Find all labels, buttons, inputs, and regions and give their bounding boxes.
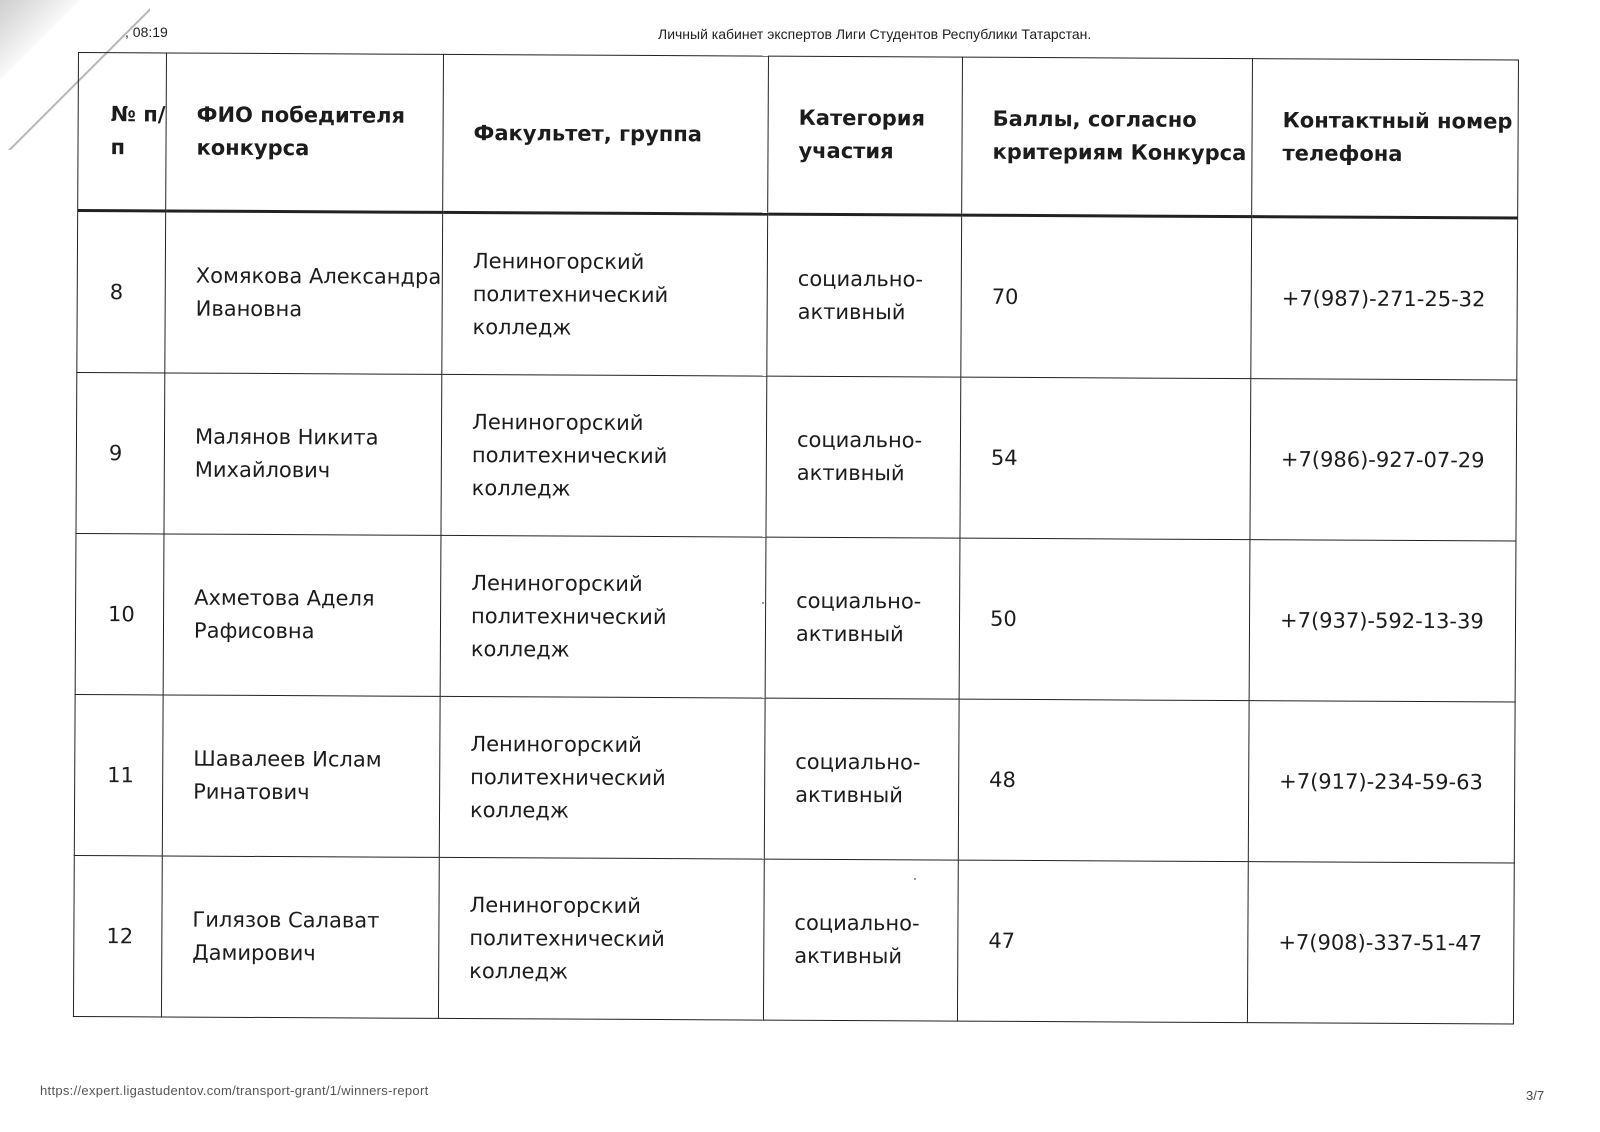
winner-score: 48 (958, 699, 1249, 862)
winner-phone: +7(986)-927-07-29 (1250, 379, 1517, 541)
row-number: 11 (74, 694, 163, 855)
column-header-name: ФИО победителя конкурса (166, 53, 444, 212)
table-row (74, 694, 1515, 863)
column-header-phone: Контактный номер телефона (1252, 59, 1519, 218)
winner-faculty: Лениногорский политехнический колледж (442, 212, 768, 376)
winner-faculty: Лениногорский политехнический колледж (440, 535, 766, 698)
column-header-score: Баллы, согласно критериям Конкурса (962, 57, 1253, 217)
row-number: 9 (76, 372, 165, 533)
winner-category: социально-активный (764, 698, 959, 860)
row-number: 10 (75, 533, 164, 694)
scan-speck (762, 602, 764, 604)
winner-category: социально-активный (765, 537, 960, 699)
winner-name: Малянов Никита Михайлович (164, 373, 442, 535)
table-row (75, 533, 1516, 702)
footer-url: https://expert.ligastudentov.com/transport-grant/1/winners-report (40, 1083, 429, 1098)
winners-table-container (73, 52, 1518, 1025)
winner-name: Шавалеев Ислам Ринатович (162, 695, 440, 857)
column-header-faculty: Факультет, группа (443, 54, 769, 214)
winner-score: 54 (960, 377, 1251, 540)
winner-faculty: Лениногорский политехнический колледж (438, 857, 764, 1020)
winner-faculty: Лениногорский политехнический колледж (441, 374, 767, 537)
winner-score: 47 (957, 860, 1248, 1023)
winner-category: социально-активный (767, 214, 962, 377)
column-header-category: Категория участия (768, 56, 963, 215)
winner-name: Ахметова Аделя Рафисовна (163, 534, 441, 696)
row-number: 12 (73, 855, 162, 1016)
page-header-title: Личный кабинет экспертов Лиги Студентов Республики Татарстан. (658, 26, 1092, 42)
column-header-number: № п/п (78, 53, 167, 211)
winner-category: социально-активный (763, 859, 958, 1021)
winner-phone: +7(908)-337-51-47 (1247, 862, 1514, 1024)
table-row (73, 855, 1514, 1024)
winner-score: 50 (959, 538, 1250, 701)
row-number: 8 (77, 211, 166, 373)
winners-table (73, 52, 1519, 1025)
winner-score: 70 (961, 215, 1252, 379)
scan-speck (914, 878, 916, 880)
winner-phone: +7(917)-234-59-63 (1248, 701, 1515, 863)
print-time: , 08:19 (125, 24, 168, 40)
winner-faculty: Лениногорский политехнический колледж (439, 696, 765, 859)
winner-name: Гилязов Салават Дамирович (161, 856, 439, 1018)
winner-name: Хомякова Александра Ивановна (165, 211, 443, 374)
table-row (77, 211, 1518, 381)
page-number: 3/7 (1526, 1088, 1545, 1103)
table-row (76, 372, 1517, 541)
winner-phone: +7(987)-271-25-32 (1251, 217, 1518, 380)
winner-category: социально-активный (766, 376, 961, 538)
table-header-row (78, 53, 1519, 219)
winner-phone: +7(937)-592-13-39 (1249, 540, 1516, 702)
